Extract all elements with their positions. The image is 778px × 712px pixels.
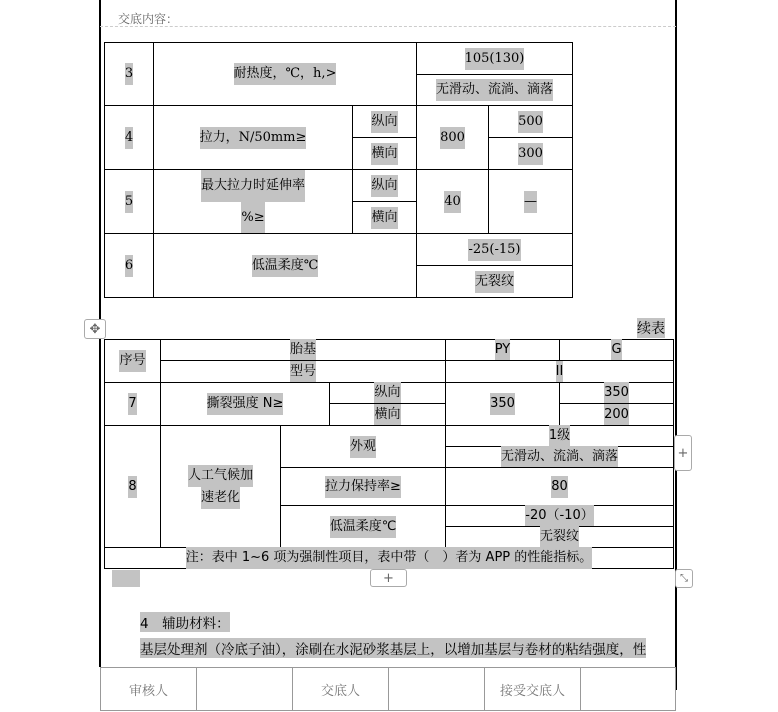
table-cell[interactable] (153, 42, 417, 106)
table-cell[interactable] (352, 169, 417, 202)
item: 低温柔度℃ (252, 255, 319, 277)
sub-item: 拉力保持率≥ (325, 476, 401, 498)
value: 1级 (549, 425, 570, 447)
table-move-handle[interactable]: ✥ (84, 319, 106, 339)
table-cell[interactable] (488, 137, 573, 170)
table-note: 注：表中 1~6 项为强制性项目，表中带（ ）者为 APP 的性能指标。 (186, 547, 593, 569)
table-cell[interactable] (445, 339, 560, 361)
value: 无滑动、流淌、滴落 (501, 446, 618, 468)
header-py: PY (495, 339, 511, 361)
direction: 纵向 (371, 175, 397, 197)
table-cell[interactable] (160, 339, 446, 361)
table-cell[interactable] (153, 105, 353, 170)
footer-discloser-label: 交底人 (292, 667, 388, 711)
table-cell[interactable] (416, 105, 489, 170)
add-row-button[interactable]: + (370, 569, 407, 587)
table-cell[interactable] (104, 42, 154, 106)
table-cell[interactable] (559, 382, 674, 404)
table-cell[interactable] (329, 382, 446, 404)
table-cell[interactable] (160, 425, 281, 548)
table-cell[interactable] (160, 360, 446, 383)
resize-icon[interactable]: ⤡ (675, 569, 693, 588)
table-cell[interactable] (104, 425, 161, 548)
table-cell[interactable] (445, 382, 560, 426)
table-cell[interactable] (416, 74, 573, 106)
row-no: 5 (125, 191, 133, 213)
table-cell[interactable] (153, 169, 353, 234)
table-cell[interactable] (488, 169, 573, 234)
table-cell[interactable] (104, 105, 154, 170)
table-cell[interactable] (153, 233, 417, 298)
footer-reviewer-field[interactable] (196, 667, 292, 711)
sub-item: 外观 (350, 436, 376, 458)
table-cell[interactable] (160, 382, 330, 426)
table-cell[interactable] (104, 382, 161, 426)
value: 300 (518, 143, 543, 165)
table-cell[interactable] (280, 505, 446, 548)
table-cell[interactable] (352, 105, 417, 138)
value: 40 (444, 191, 461, 213)
table-cell[interactable] (352, 201, 417, 234)
selection-marker (112, 570, 140, 587)
value: 105(130) (465, 48, 525, 70)
value: 无裂纹 (540, 526, 579, 548)
continued-label: 续表 (637, 318, 665, 338)
row-no: 6 (125, 255, 133, 277)
item: 人工气候加 (188, 465, 253, 487)
value: — (524, 191, 537, 213)
direction: 纵向 (374, 382, 400, 404)
table-cell[interactable] (488, 105, 573, 138)
row-no: 4 (125, 127, 133, 149)
direction: 横向 (371, 207, 397, 229)
header-base: 胎基 (290, 339, 316, 361)
table-cell[interactable] (445, 526, 674, 548)
table-cell[interactable] (280, 425, 446, 468)
item: 耐热度，℃，h,> (234, 63, 337, 85)
table-cell[interactable] (104, 339, 161, 383)
item: 拉力，N/50mm≥ (200, 127, 307, 149)
value: -20（-10） (525, 505, 593, 527)
row-no: 7 (128, 393, 136, 415)
direction: 纵向 (371, 111, 397, 133)
footer-receiver-label: 接受交底人 (484, 667, 580, 711)
table-cell[interactable] (416, 265, 573, 298)
table-cell[interactable] (280, 467, 446, 506)
header-g: G (611, 339, 621, 361)
table-cell[interactable] (445, 505, 674, 527)
value: 无裂纹 (475, 271, 514, 293)
value: 350 (490, 393, 515, 415)
table-cell[interactable] (416, 169, 489, 234)
direction: 横向 (374, 404, 400, 426)
header-model: 型号 (290, 361, 316, 383)
table-cell[interactable] (104, 169, 154, 234)
table-cell[interactable] (329, 403, 446, 426)
value: 800 (440, 127, 465, 149)
value: 80 (551, 476, 568, 498)
header-no: 序号 (119, 350, 145, 372)
table-cell[interactable] (445, 425, 674, 447)
value: 500 (518, 111, 543, 133)
model-value: II (556, 361, 564, 383)
table-cell[interactable] (104, 233, 154, 298)
section-body: 基层处理剂（冷底子油），涂刷在水泥砂浆基层上，以增加基层与卷材的粘结强度，性 (140, 638, 646, 658)
section-header: 交底内容： (118, 12, 179, 26)
item: 最大拉力时延伸率 (201, 170, 305, 202)
section-title: 4 辅助材料： (140, 612, 230, 632)
footer-reviewer-label: 审核人 (100, 667, 196, 711)
direction: 横向 (371, 143, 397, 165)
footer-discloser-field[interactable] (388, 667, 484, 711)
value: 200 (604, 404, 629, 426)
table-cell[interactable] (559, 403, 674, 426)
table-cell[interactable] (445, 360, 674, 383)
table-cell[interactable] (445, 467, 674, 506)
row-no: 8 (128, 476, 136, 498)
item: 撕裂强度 N≥ (207, 393, 284, 415)
table-cell[interactable] (416, 233, 573, 266)
value: -25(-15) (468, 239, 520, 261)
add-column-button[interactable]: + (674, 435, 692, 471)
sub-item: 低温柔度℃ (330, 516, 397, 538)
footer-receiver-field[interactable] (580, 667, 676, 711)
table-cell[interactable] (352, 137, 417, 170)
item: %≥ (241, 202, 264, 234)
table-cell[interactable] (445, 446, 674, 468)
table-cell[interactable] (416, 42, 573, 75)
table-cell[interactable] (104, 547, 674, 569)
item: 速老化 (201, 487, 240, 509)
row-no: 3 (125, 63, 133, 85)
divider (100, 26, 676, 27)
value: 无滑动、流淌、滴落 (436, 79, 553, 101)
value: 350 (604, 382, 629, 404)
table-cell[interactable] (559, 339, 674, 361)
